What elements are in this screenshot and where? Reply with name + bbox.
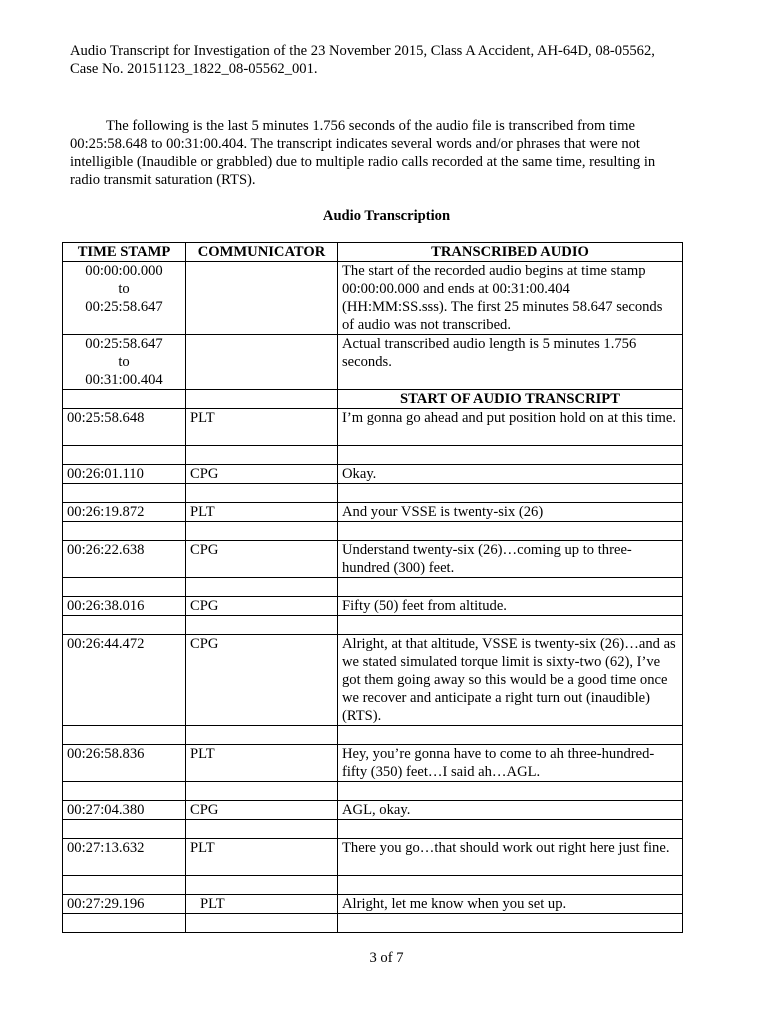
communicator: CPG — [186, 541, 338, 578]
communicator: CPG — [186, 597, 338, 616]
spacer-row — [63, 616, 683, 635]
spacer-row — [63, 876, 683, 895]
table-row — [63, 541, 683, 578]
note-time-to: to — [118, 354, 130, 370]
transcribed-text: Understand twenty-six (26)…coming up to three-hundred (300) feet. — [338, 541, 683, 578]
note-row — [63, 262, 683, 335]
transcribed-text: There you go…that should work out right here just fine. — [338, 839, 683, 876]
spacer-row — [63, 914, 683, 933]
time-stamp: 00:26:38.016 — [63, 597, 186, 616]
note-time-start: 00:00:00.000 — [85, 263, 163, 279]
note-time-start: 00:25:58.647 — [85, 336, 163, 352]
communicator: PLT — [186, 839, 338, 876]
note-text-cell — [338, 335, 683, 390]
spacer-row — [63, 820, 683, 839]
note-communicator-cell — [186, 262, 338, 335]
table-row — [63, 745, 683, 782]
note-time-to: to — [118, 281, 130, 297]
time-stamp: 00:25:58.648 — [63, 409, 186, 446]
time-stamp: 00:26:19.872 — [63, 503, 186, 522]
transcribed-text: And your VSSE is twenty-six (26) — [338, 503, 683, 522]
table-row — [63, 597, 683, 616]
intro-paragraph: The following is the last 5 minutes 1.756 seconds of the audio file is transcribed from time 00:25:58.648 to 00:31:00.404. The transcript indicates several words and/or phrases that were not intelligible (Inaudible or grabbled) due to multiple radio calls recorded at the same time, resulting in radio transmit saturation (RTS). — [70, 118, 656, 188]
spacer-row — [63, 484, 683, 503]
note-time-end: 00:31:00.404 — [85, 372, 163, 388]
table-row — [63, 895, 683, 914]
table-header-row — [63, 243, 683, 262]
column-header-transcribed-audio: TRANSCRIBED AUDIO — [338, 243, 683, 262]
transcribed-text: AGL, okay. — [338, 801, 683, 820]
spacer-row — [63, 522, 683, 541]
communicator: CPG — [186, 465, 338, 484]
communicator: CPG — [186, 801, 338, 820]
start-heading: START OF AUDIO TRANSCRIPT — [338, 390, 683, 409]
spacer-row — [63, 578, 683, 597]
table-row — [63, 635, 683, 726]
time-stamp: 00:27:04.380 — [63, 801, 186, 820]
note-row — [63, 335, 683, 390]
page-number: 3 of 7 — [369, 950, 404, 966]
table-row — [63, 839, 683, 876]
communicator: PLT — [186, 895, 338, 914]
communicator: PLT — [186, 409, 338, 446]
spacer-row — [63, 726, 683, 745]
transcribed-text: Alright, let me know when you set up. — [338, 895, 683, 914]
communicator: PLT — [186, 503, 338, 522]
table-row — [63, 409, 683, 446]
time-stamp: 00:26:22.638 — [63, 541, 186, 578]
column-header-time-stamp: TIME STAMP — [63, 243, 186, 262]
transcribed-text: Fifty (50) feet from altitude. — [338, 597, 683, 616]
document-header: Audio Transcript for Investigation of the 23 November 2015, Class A Accident, AH-64D, 08-05562, Case No. 20151123_1822_08-05562_001. — [70, 43, 655, 77]
note-time-range — [63, 262, 186, 335]
note-time-end: 00:25:58.647 — [85, 299, 163, 315]
table-row — [63, 465, 683, 484]
note-time-range — [63, 335, 186, 390]
spacer-row — [63, 446, 683, 465]
table-row — [63, 801, 683, 820]
note-text: The start of the recorded audio begins at time stamp 00:00:00.000 and ends at 00:31:00.404 (HH:MM:SS.sss). The first 25 minutes 58.647 seconds of audio was not transcribed. — [338, 262, 683, 335]
start-heading-row — [63, 390, 683, 409]
time-stamp: 00:27:13.632 — [63, 839, 186, 876]
table-row — [63, 503, 683, 522]
transcribed-text: Hey, you’re gonna have to come to ah three-hundred-fifty (350) feet…I said ah…AGL. — [338, 745, 683, 782]
communicator: PLT — [186, 745, 338, 782]
note-communicator-cell — [186, 335, 338, 390]
note-text: Actual transcribed audio length is 5 minutes 1.756 seconds. — [342, 336, 637, 370]
spacer-row — [63, 782, 683, 801]
transcript-table — [62, 242, 683, 933]
communicator: CPG — [186, 635, 338, 726]
time-stamp: 00:26:44.472 — [63, 635, 186, 726]
time-stamp: 00:26:01.110 — [63, 465, 186, 484]
section-title: Audio Transcription — [322, 208, 451, 224]
time-stamp: 00:26:58.836 — [63, 745, 186, 782]
column-header-communicator: COMMUNICATOR — [186, 243, 338, 262]
transcribed-text: Alright, at that altitude, VSSE is twenty-six (26)…and as we stated simulated torque limit is sixty-two (62), I’ve got them going away so this would be a good time once we recover and anticipate a right turn out (inaudible)(RTS). — [338, 635, 683, 726]
time-stamp: 00:27:29.196 — [63, 895, 186, 914]
transcribed-text: Okay. — [338, 465, 683, 484]
transcribed-text: I’m gonna go ahead and put position hold on at this time. — [338, 409, 683, 446]
